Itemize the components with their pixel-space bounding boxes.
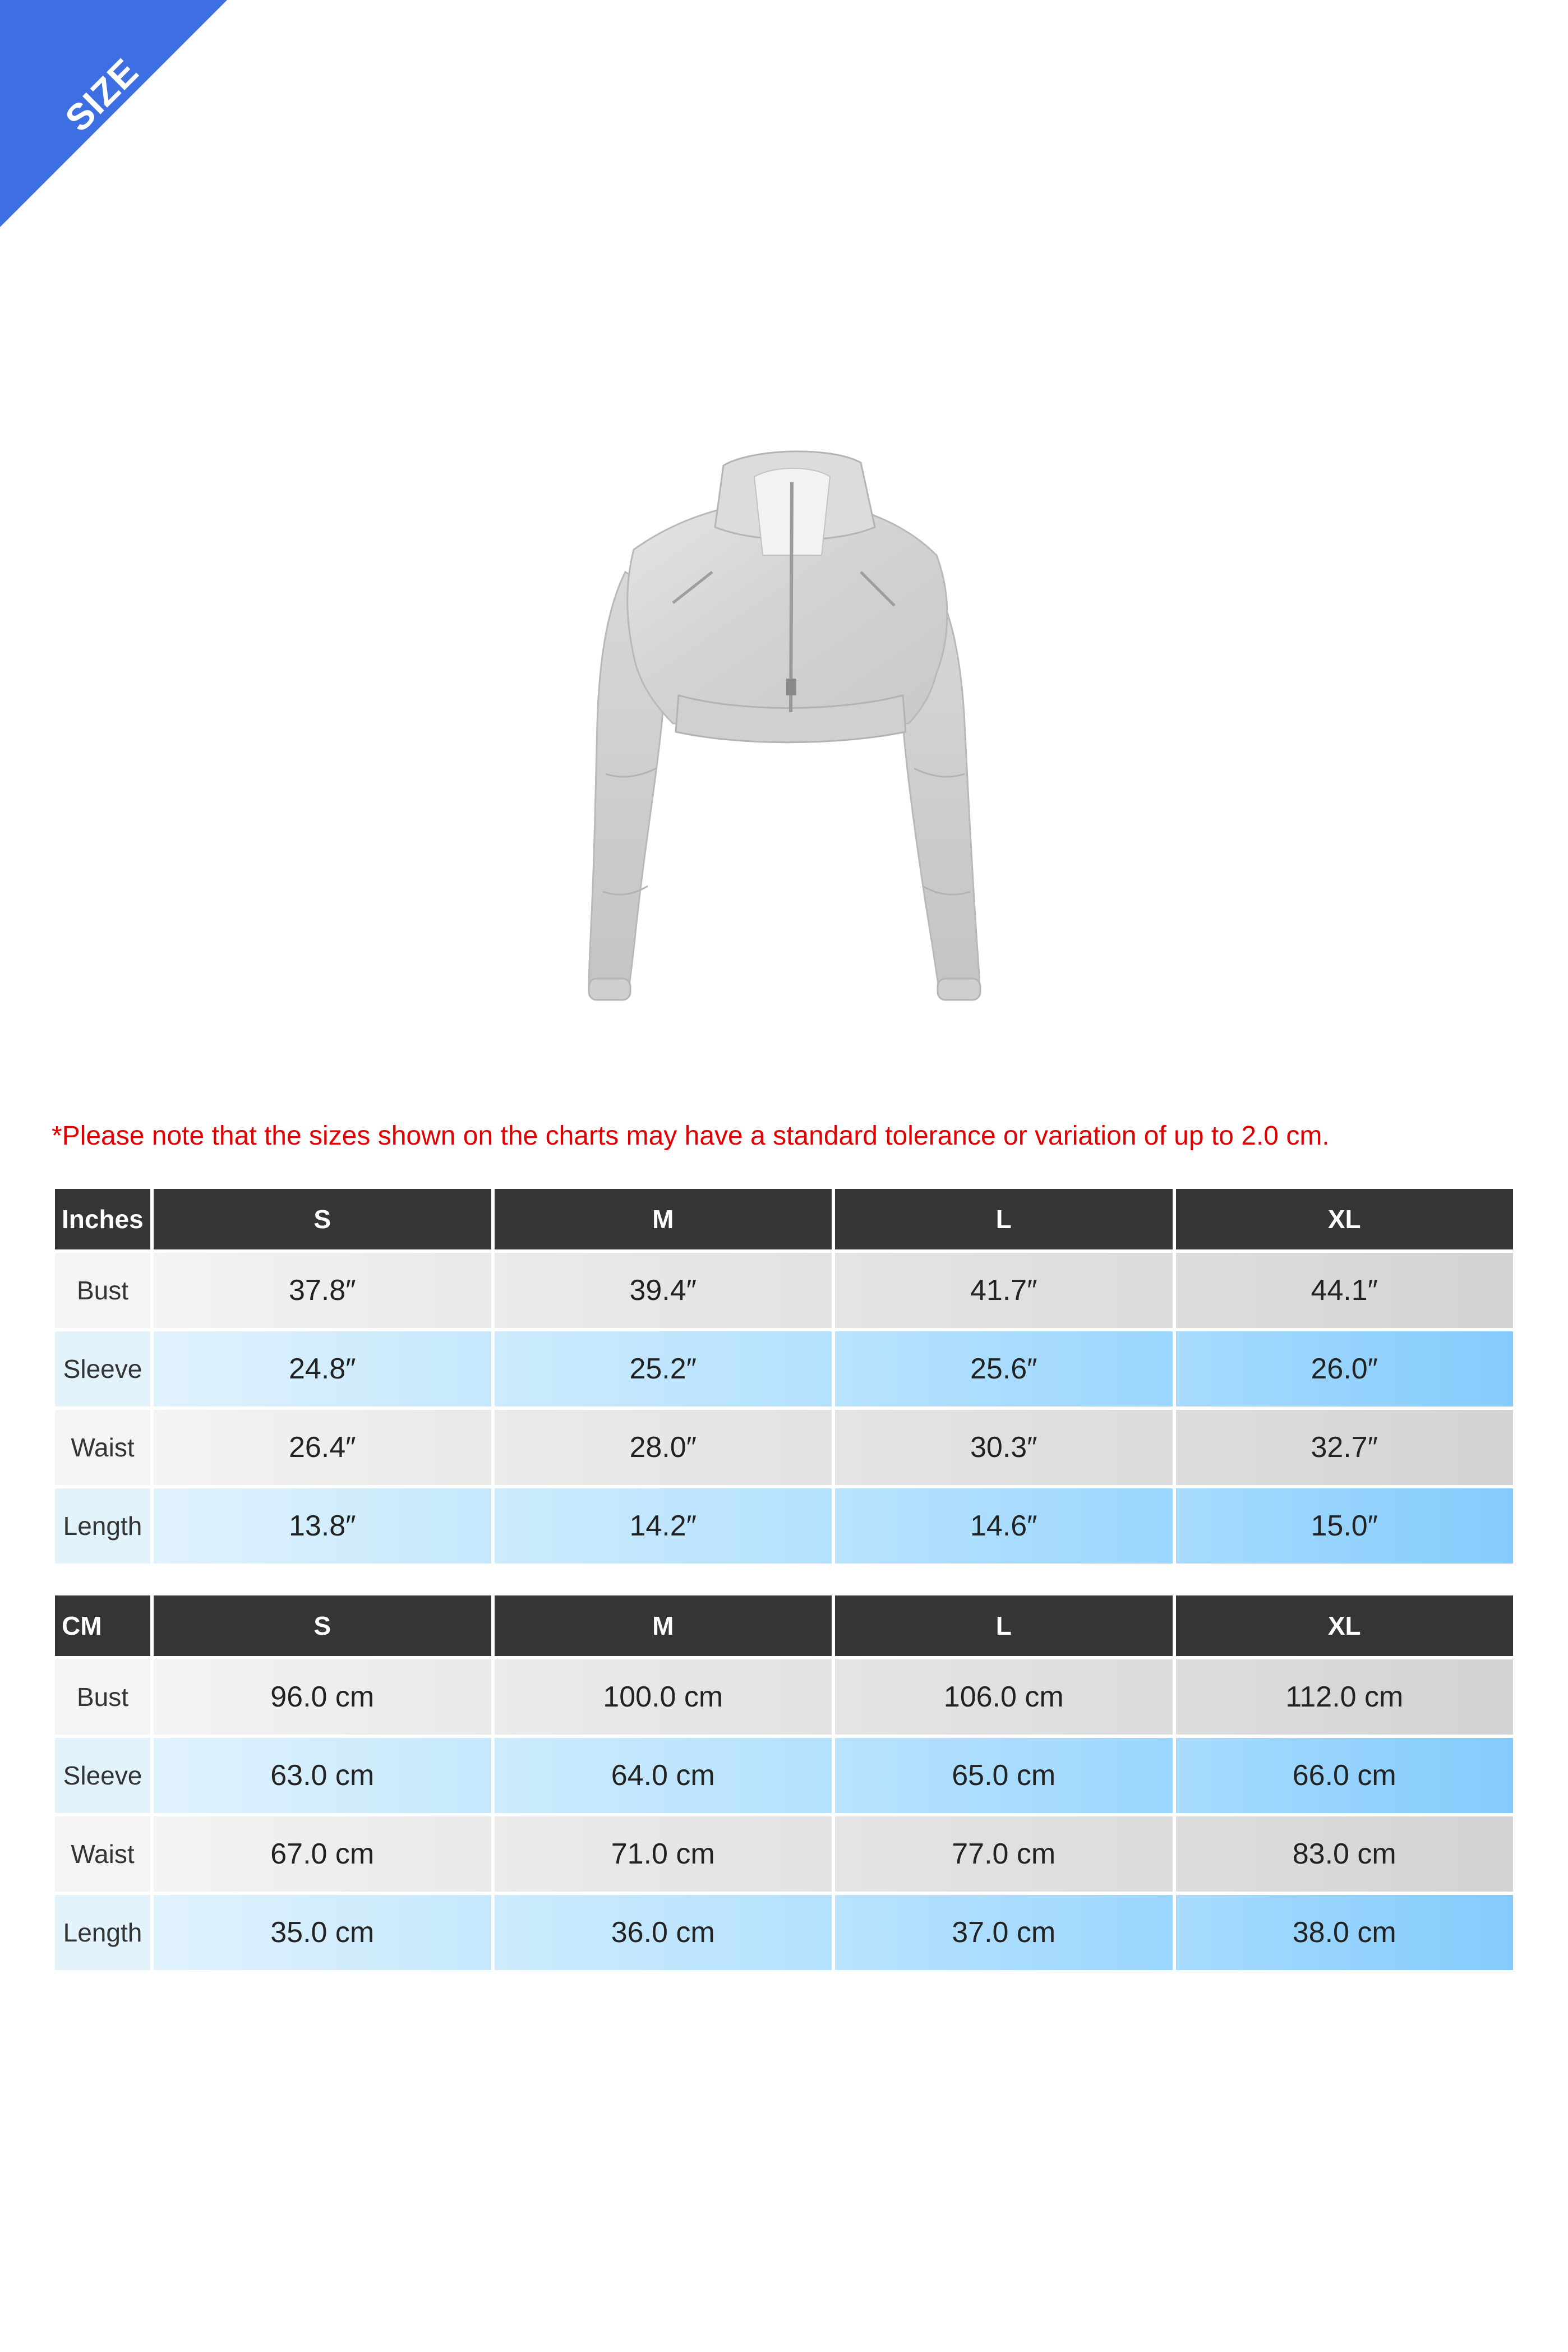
- table-cell: 37.0 cm: [835, 1895, 1173, 1970]
- table-cell: 96.0 cm: [154, 1659, 491, 1735]
- table-row: [55, 1738, 1513, 1813]
- size-chart-badge: [0, 0, 227, 227]
- table-cell: 24.8″: [154, 1331, 491, 1406]
- table-cell: 15.0″: [1176, 1488, 1514, 1564]
- size-header: L: [835, 1595, 1173, 1656]
- cm-size-table: [52, 1592, 1516, 1973]
- table-cell: 106.0 cm: [835, 1659, 1173, 1735]
- table-cell: 71.0 cm: [495, 1816, 832, 1892]
- size-header: XL: [1176, 1189, 1514, 1249]
- tolerance-note: *Please note that the sizes shown on the charts may have a standard tolerance or variation of up to 2.0 cm.: [52, 1121, 1330, 1151]
- table-cell: 44.1″: [1176, 1253, 1514, 1328]
- table-cell: 67.0 cm: [154, 1816, 491, 1892]
- table-cell: 35.0 cm: [154, 1895, 491, 1970]
- table-cell: 37.8″: [154, 1253, 491, 1328]
- table-cell: 25.6″: [835, 1331, 1173, 1406]
- table-cell: 32.7″: [1176, 1410, 1514, 1485]
- table-cell: 36.0 cm: [495, 1895, 832, 1970]
- table-cell: 39.4″: [495, 1253, 832, 1328]
- table-cell: 30.3″: [835, 1410, 1173, 1485]
- table-cell: 64.0 cm: [495, 1738, 832, 1813]
- measurement-label: Bust: [55, 1659, 150, 1735]
- unit-label: Inches: [55, 1189, 150, 1249]
- table-row: [55, 1659, 1513, 1735]
- table-cell: 65.0 cm: [835, 1738, 1173, 1813]
- measurement-label: Bust: [55, 1253, 150, 1328]
- table-cell: 14.2″: [495, 1488, 832, 1564]
- table-cell: 13.8″: [154, 1488, 491, 1564]
- table-cell: 63.0 cm: [154, 1738, 491, 1813]
- table-header-row: [55, 1595, 1513, 1656]
- measurement-label: Waist: [55, 1816, 150, 1892]
- size-header: S: [154, 1189, 491, 1249]
- table-row: [55, 1331, 1513, 1406]
- table-cell: 14.6″: [835, 1488, 1173, 1564]
- table-cell: 38.0 cm: [1176, 1895, 1514, 1970]
- measurement-label: Sleeve: [55, 1738, 150, 1813]
- table-row: [55, 1410, 1513, 1485]
- table-cell: 26.0″: [1176, 1331, 1514, 1406]
- table-row: [55, 1816, 1513, 1892]
- measurement-label: Waist: [55, 1410, 150, 1485]
- unit-label: CM: [55, 1595, 150, 1656]
- measurement-label: Length: [55, 1488, 150, 1564]
- table-row: [55, 1895, 1513, 1970]
- size-header: XL: [1176, 1595, 1514, 1656]
- table-row: [55, 1488, 1513, 1564]
- cropped-puffer-jacket-icon: [572, 432, 1009, 1032]
- size-header: M: [495, 1189, 832, 1249]
- size-header: L: [835, 1189, 1173, 1249]
- table-row: [55, 1253, 1513, 1328]
- table-cell: 28.0″: [495, 1410, 832, 1485]
- table-header-row: [55, 1189, 1513, 1249]
- product-image: [572, 432, 1009, 1032]
- measurement-label: Length: [55, 1895, 150, 1970]
- table-cell: 26.4″: [154, 1410, 491, 1485]
- size-header: M: [495, 1595, 832, 1656]
- table-cell: 83.0 cm: [1176, 1816, 1514, 1892]
- table-cell: 77.0 cm: [835, 1816, 1173, 1892]
- table-cell: 100.0 cm: [495, 1659, 832, 1735]
- measurement-label: Sleeve: [55, 1331, 150, 1406]
- table-cell: 112.0 cm: [1176, 1659, 1514, 1735]
- table-cell: 25.2″: [495, 1331, 832, 1406]
- size-header: S: [154, 1595, 491, 1656]
- table-cell: 66.0 cm: [1176, 1738, 1514, 1813]
- size-chart-label: SIZE CHART: [57, 50, 193, 187]
- table-cell: 41.7″: [835, 1253, 1173, 1328]
- inches-size-table: [52, 1186, 1516, 1567]
